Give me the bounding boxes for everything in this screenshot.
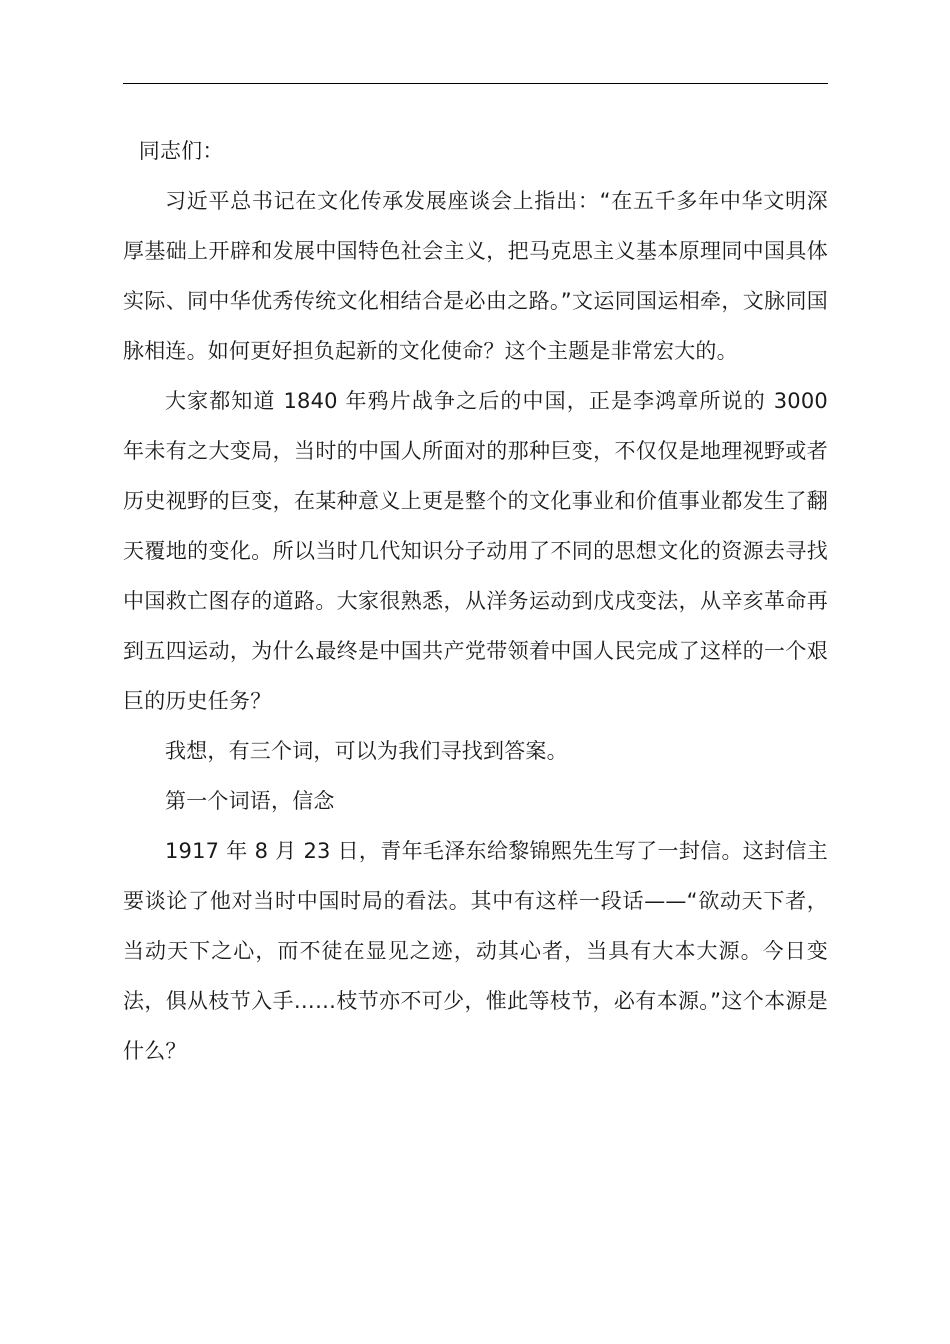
section-heading-belief: 第一个词语，信念 [165,789,335,813]
paragraph-letter-1917: 1917 年 8 月 23 日，青年毛泽东给黎锦熙先生写了一封信。这封信主要谈论了他对当时中国时局的看法。其中有这样一段话——“欲动天下者，当动天下之心，而不徒在显见之迹，动其心者，当具有大本大源。今日变法，俱从枝节入手……枝节亦不可少，惟此等枝节，必有本源。”这个本源是什么？ [123,839,828,1063]
body-text [123,126,828,1076]
paragraph-three-words: 我想，有三个词，可以为我们寻找到答案。 [165,739,568,763]
paragraph-historical-change: 大家都知道 1840 年鸦片战争之后的中国，正是李鸿章所说的 3000 年未有之大变局，当时的中国人所面对的那种巨变，不仅仅是地理视野或者历史视野的巨变，在某种意义上更是整个的文化事业和价值事业都发生了翻天覆地的变化。所以当时几代知识分子动用了不同的思想文化的资源去寻找中国救亡图存的道路。大家很熟悉，从洋务运动到戊戌变法，从辛亥革命再到五四运动，为什么最终是中国共产党带领着中国人民完成了这样的一个艰巨的历史任务？ [123,389,828,713]
header-rule [123,83,828,84]
paragraph-cultural-mission: 习近平总书记在文化传承发展座谈会上指出：“在五千多年中华文明深厚基础上开辟和发展中国特色社会主义，把马克思主义基本原理同中国具体实际、同中华优秀传统文化相结合是必由之路。”文运同国运相牵，文脉同国脉相连。如何更好担负起新的文化使命？这个主题是非常宏大的。 [123,189,828,363]
salutation: 同志们： [138,139,224,163]
